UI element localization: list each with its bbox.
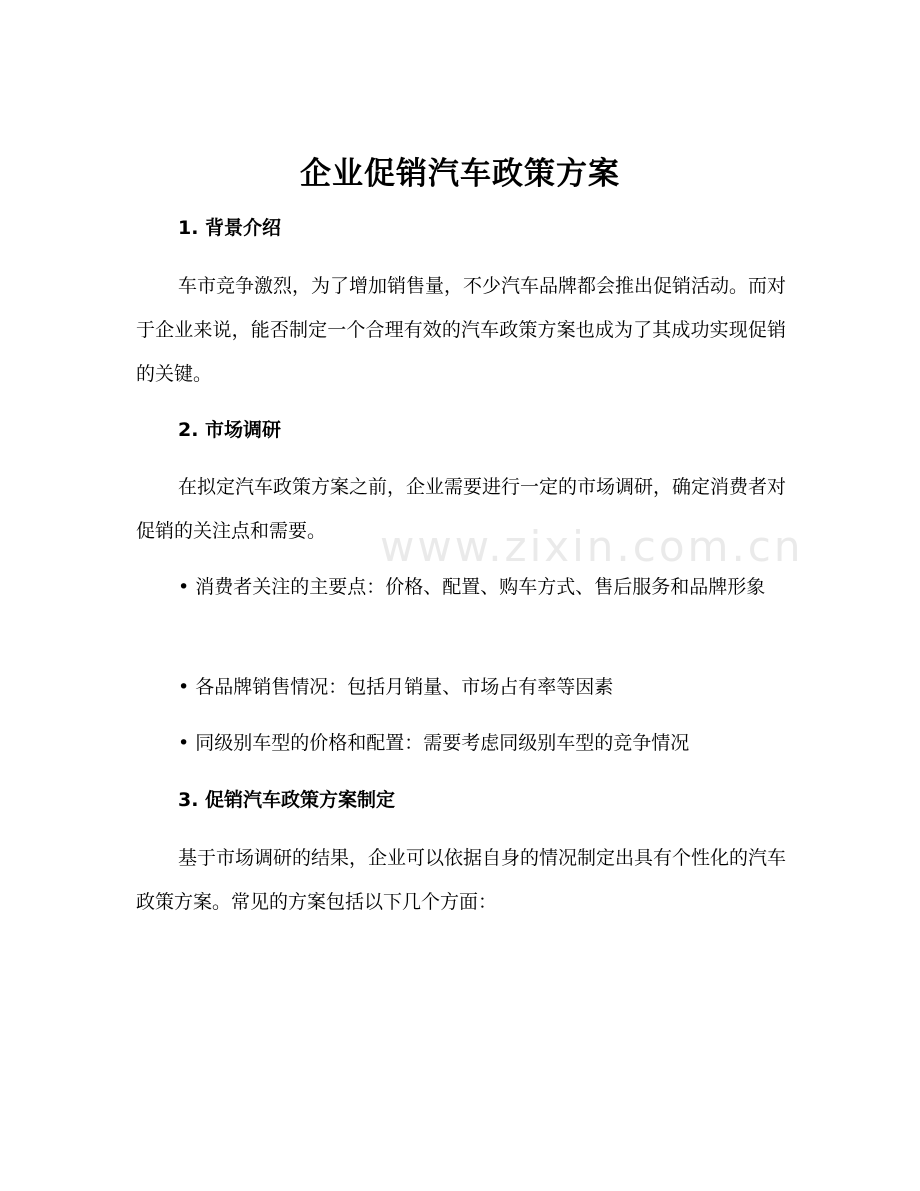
bullet-item-same-class-models: • 同级别车型的价格和配置：需要考虑同级别车型的竞争情况 [178,732,690,754]
section-paragraph-market-research: 在拟定汽车政策方案之前，企业需要进行一定的市场调研，确定消费者对促销的关注点和需要。 [136,476,787,542]
bullet-item-consumer-focus: • 消费者关注的主要点：价格、配置、购车方式、售后服务和品牌形象 [178,576,766,598]
section-heading-market-research: 2. 市场调研 [178,419,282,441]
document-title: 企业促销汽车政策方案 [300,156,620,192]
section-heading-policy-formulation: 3. 促销汽车政策方案制定 [178,789,396,811]
section-paragraph-policy-formulation: 基于市场调研的结果，企业可以依据自身的情况制定出具有个性化的汽车政策方案。常见的方案包括以下几个方面： [136,847,787,913]
watermark: www.zixin.com.cn [380,522,804,571]
section-paragraph-background: 车市竞争激烈，为了增加销售量，不少汽车品牌都会推出促销活动。而对于企业来说，能否制定一个合理有效的汽车政策方案也成为了其成功实现促销的关键。 [136,275,787,385]
bullet-item-brand-sales: • 各品牌销售情况：包括月销量、市场占有率等因素 [178,676,614,698]
section-heading-background: 1. 背景介绍 [178,217,282,239]
